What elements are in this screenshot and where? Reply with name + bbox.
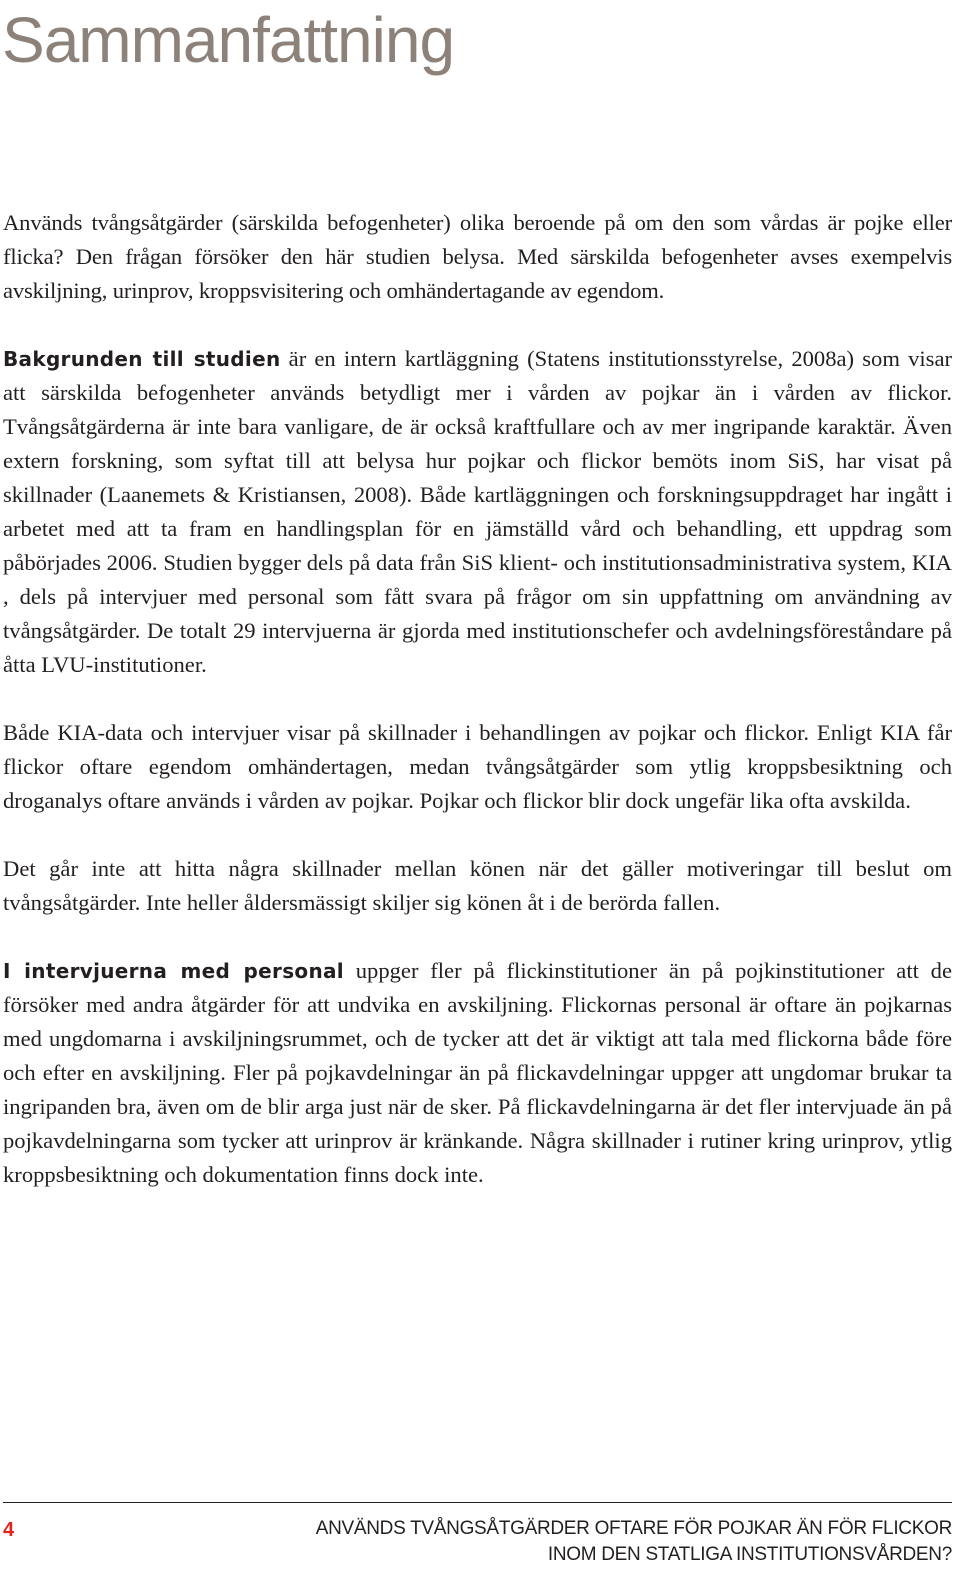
paragraph-intro — [3, 206, 952, 308]
paragraph-background — [3, 342, 952, 682]
paragraph-lead: Bakgrunden till studien — [3, 347, 281, 371]
paragraph-text: uppger fler på flickinstitutioner än på pojkinstitutioner att de försöker med andra åtgärder för att undvika en avskiljning. Flickornas personal är oftare än pojkarnas med ungdomarna i avskiljningsrummet, och de tycker att det är viktigt att tala med flickorna både före och efter en avskiljning. Fler på pojkavdelningar än på flickavdelningar uppger att ungdomar brukar ta ingripanden bra, även om de blir arga just när de sker. På flickavdelningarna är det fler intervjuade än på pojkavdelningarna som tycker att urinprov är kränkande. Några skillnader i rutiner kring urinprov, ytlig kroppsbesiktning och dokumentation finns dock inte. — [3, 958, 952, 1187]
paragraph-text: Både KIA-data och intervjuer visar på skillnader i behandlingen av pojkar och flickor. Enligt KIA får flickor oftare egendom omhändertagen, medan tvångsåtgärder som ytlig kroppsbesiktning och droganalys oftare används i vården av pojkar. Pojkar och flickor blir dock ungefär lika ofta avskilda. — [3, 720, 952, 813]
page-number: 4 — [3, 1519, 15, 1541]
paragraph-text: är en intern kartläggning (Statens institutionsstyrelse, 2008a) som visar att särskilda befogenheter används betydligt mer i vården av pojkar än i vården av flickor. Tvångsåtgärderna är inte bara vanligare, de är också kraftfullare och av mer ingripande karaktär. Även extern forskning, som syftat till att belysa hur pojkar och flickor bemöts inom SiS, har visat på skillnader (Laanemets & Kristiansen, 2008). Både kartläggningen och forskningsuppdraget har ingått i arbetet med att ta fram en handlingsplan för en jämställd vård och behandling, ett uppdrag som påbörjades 2006. Studien bygger dels på data från SiS klient- och institutionsadministrativa system, KIA , dels på intervjuer med personal som fått svara på frågor om sin uppfattning om användning av tvångsåtgärder. De totalt 29 intervjuerna är gjorda med institutionschefer och avdelningsföreståndare på åtta LVU-institutioner. — [3, 346, 952, 677]
paragraph-kia-results — [3, 716, 952, 818]
running-head-line: INOM DEN STATLIGA INSTITUTIONSVÅRDEN? — [547, 1544, 952, 1565]
summary-body — [3, 206, 952, 1226]
paragraph-interviews — [3, 954, 952, 1192]
paragraph-motivations — [3, 852, 952, 920]
paragraph-lead: I intervjuerna med personal — [3, 959, 344, 983]
paragraph-text: Det går inte att hitta några skillnader mellan könen när det gäller motiveringar till beslut om tvångsåtgärder. Inte heller åldersmässigt skiljer sig könen åt i de berörda fallen. — [3, 856, 952, 915]
paragraph-text: Används tvångsåtgärder (särskilda befogenheter) olika beroende på om den som vårdas är pojke eller flicka? Den frågan försöker den här studien belysa. Med särskilda befogenheter avses exempelvis avskiljning, urinprov, kroppsvisitering och omhändertagande av egendom. — [3, 210, 952, 303]
page-title: Sammanfattning — [2, 4, 455, 76]
running-head-line: ANVÄNDS TVÅNGSÅTGÄRDER OFTARE FÖR POJKAR ÄN FÖR FLICKOR — [315, 1518, 952, 1539]
footer-divider — [3, 1502, 952, 1503]
running-head — [316, 1516, 952, 1568]
